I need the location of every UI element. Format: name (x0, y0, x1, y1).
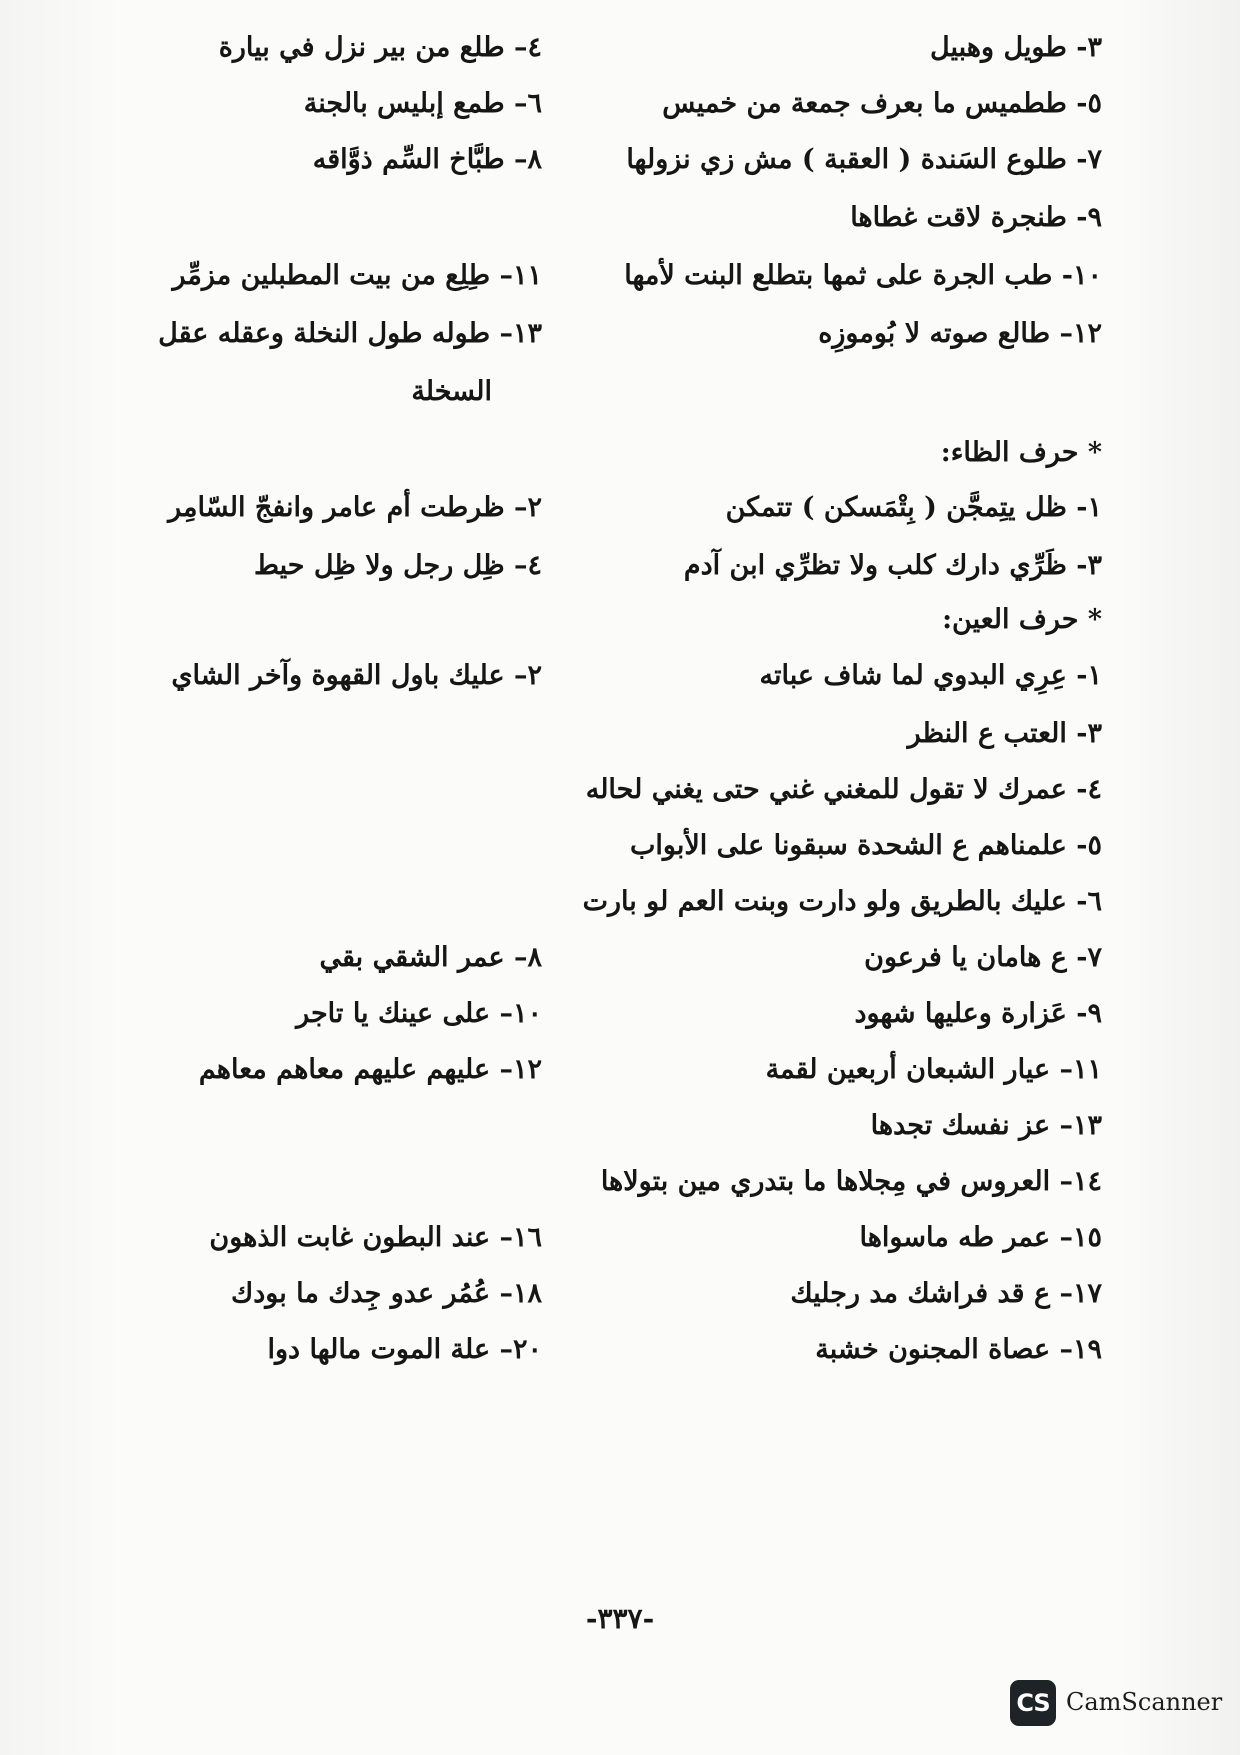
page-number: -٣٣٧- (585, 1602, 655, 1635)
proverb-line: ٧- ع هامان يا فرعون (864, 942, 1102, 973)
proverb-line: ٨– طبَّاخ السِّم ذوَّاقه (312, 144, 542, 175)
proverb-line: ٢– عليك باول القهوة وآخر الشاي (171, 660, 542, 691)
proverb-line: ١٣– طوله طول النخلة وعقله عقل (158, 318, 542, 349)
proverb-line: ٧- طلوع السَندة ( العقبة ) مش زي نزولها (626, 144, 1102, 175)
proverb-line: ١٢– طالع صوته لا بُوموزِه (818, 318, 1102, 349)
proverb-line: ٦– طمع إبليس بالجنة (303, 88, 542, 119)
camscanner-label: CamScanner (1066, 1688, 1223, 1716)
proverb-line: ٤- عمرك لا تقول للمغني غني حتى يغني لحاله (585, 774, 1102, 805)
proverb-line: ١- عِرِي البدوي لما شاف عباته (759, 660, 1102, 691)
proverb-line: ١٧– ع قد فراشك مد رجليك (790, 1278, 1102, 1309)
proverb-line: ١٣– عز نفسك تجدها (870, 1110, 1102, 1141)
proverb-line: ٣- ظَرِّي دارك كلب ولا تظرِّي ابن آدم (683, 550, 1102, 581)
camscanner-watermark (1010, 1680, 1223, 1730)
proverb-line: ١٥– عمر طه ماسواها (859, 1222, 1102, 1253)
proverb-line: ٤– طلع من بير نزل في بيارة (218, 32, 542, 63)
proverb-line: ١٤– العروس في مِجلاها ما بتدري مين بتولاها (600, 1166, 1102, 1197)
proverb-line: ١١– طِلِع من بيت المطبلين مزمِّر (172, 260, 542, 291)
proverb-line: ١٠– على عينك يا تاجر (296, 998, 542, 1029)
section-heading-zaa: * حرف الظاء: (940, 437, 1102, 468)
proverb-line: ١٢– عليهم عليهم معاهم معاهم (198, 1054, 542, 1085)
proverb-line: ٣- العتب ع النظر (907, 718, 1102, 749)
proverb-line: ٩- طنجرة لاقت غطاها (850, 202, 1102, 233)
proverb-line: ٢– ظرطت أم عامر وانفجّ السّامِر (168, 492, 542, 523)
proverb-line: ١١– عيار الشبعان أربعين لقمة (765, 1054, 1102, 1085)
proverb-line: ٨– عمر الشقي بقي (319, 942, 542, 973)
proverb-line: ١٨– عُمُر عدو جِدك ما بودك (231, 1278, 542, 1309)
proverb-line: ٩- عَزارة وعليها شهود (854, 998, 1102, 1029)
section-heading-ain: * حرف العين: (942, 604, 1102, 635)
proverb-line: ١٩– عصاة المجنون خشبة (815, 1334, 1102, 1365)
proverb-line: ٤– ظِل رجل ولا ظِل حيط (254, 550, 542, 581)
proverb-line: ١٠- طب الجرة على ثمها بتطلع البنت لأمها (624, 260, 1102, 291)
proverb-line-continuation: السخلة (411, 376, 492, 407)
proverb-line: ٥- ططميس ما بعرف جمعة من خميس (662, 88, 1102, 119)
proverb-line: ١- ظل يتِمجَّن ( بِتْمَسكن ) تتمكن (725, 492, 1102, 523)
proverb-line: ١٦– عند البطون غابت الذهون (209, 1222, 542, 1253)
proverb-line: ٦- عليك بالطريق ولو دارت وبنت العم لو بارت (582, 886, 1102, 917)
proverb-line: ٢٠– علة الموت مالها دوا (267, 1334, 542, 1365)
camscanner-logo-icon: CS (1010, 1680, 1056, 1726)
proverb-line: ٥- علمناهم ع الشحدة سبقونا على الأبواب (630, 830, 1102, 861)
proverb-line: ٣- طويل وهبيل (930, 32, 1102, 63)
